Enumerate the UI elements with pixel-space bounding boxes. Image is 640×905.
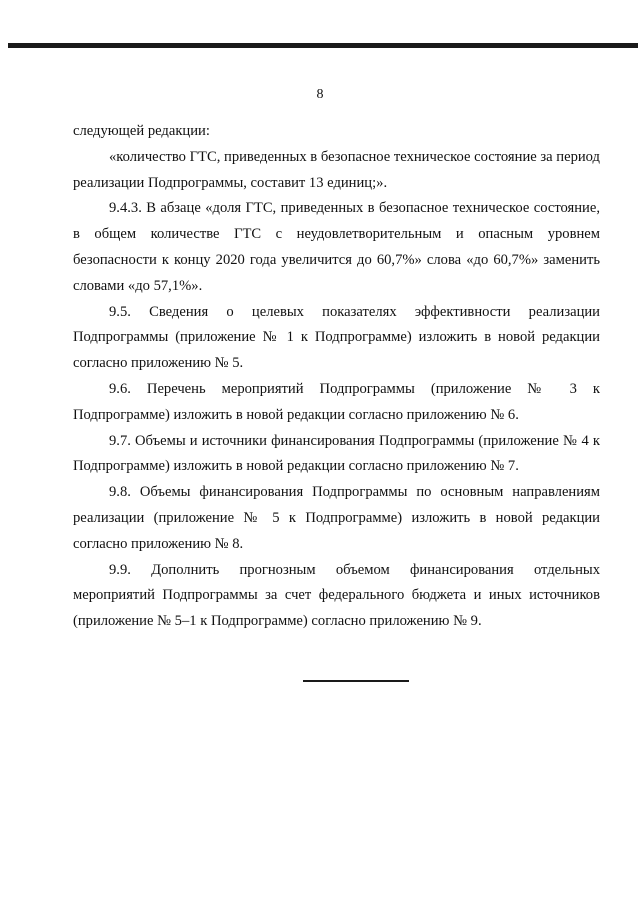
end-of-text-rule: [303, 680, 409, 682]
paragraph-quote-gts-count: «количество ГТС, приведенных в безопасное техническое состояние за период реализации Подпрограммы, составит 13 единиц;».: [73, 148, 600, 191]
document-body: [73, 119, 600, 635]
paragraph-9-8: 9.8. Объемы финансирования Подпрограммы по основным направлениям реализации (приложение № 5 к Подпрограмме) изложить в новой редакции согласно приложению № 8.: [73, 484, 600, 552]
paragraph-9-6: 9.6. Перечень мероприятий Подпрограммы (приложение № 3 к Подпрограмме) изложить в новой редакции согласно приложению № 6.: [73, 380, 600, 423]
paragraph-continuation: следующей редакции:: [73, 123, 210, 139]
paragraph-9-9: 9.9. Дополнить прогнозным объемом финансирования отдельных мероприятий Подпрограммы за счет федерального бюджета и иных источников (приложение № 5–1 к Подпрограмме) согласно приложению № 9.: [73, 561, 600, 630]
paragraph-9-5: 9.5. Сведения о целевых показателях эффективности реализации Подпрограммы (приложение № 1 к Подпрограмме) изложить в новой редакции согласно приложению № 5.: [73, 303, 600, 372]
paragraph-9-7: 9.7. Объемы и источники финансирования Подпрограммы (приложение № 4 к Подпрограмме) изложить в новой редакции согласно приложению № 7.: [73, 432, 600, 475]
header-rule: [8, 43, 638, 48]
paragraph-9-4-3: 9.4.3. В абзаце «доля ГТС, приведенных в безопасное техническое состояние, в общем количестве ГТС с неудовлетворительным и опасным уровнем безопасности к концу 2020 года увеличится до 60,7%» слова «до 60,7%» заменить словами «до 57,1%».: [73, 200, 600, 294]
page-number: 8: [316, 87, 324, 102]
